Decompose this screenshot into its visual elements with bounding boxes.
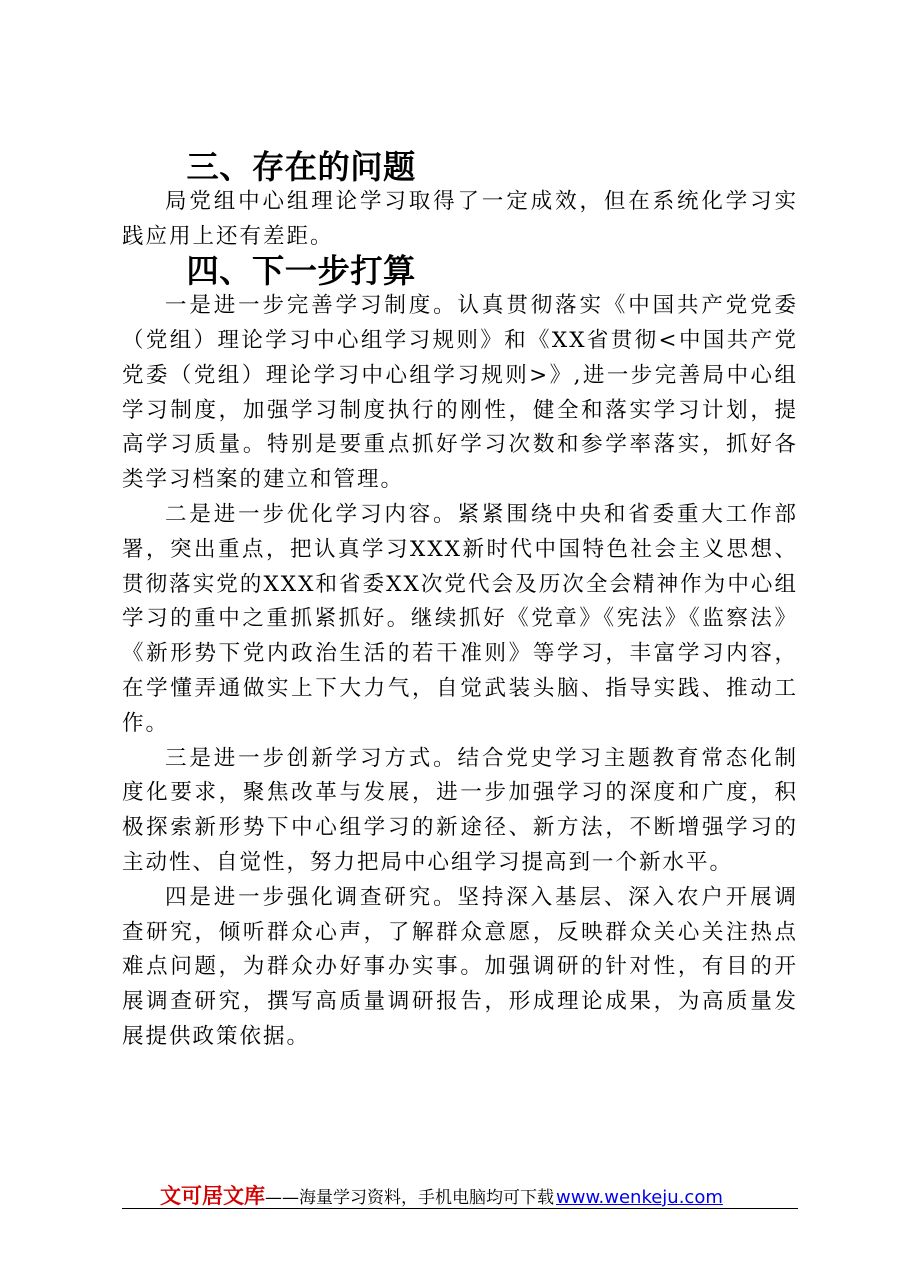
footer-banner	[160, 1180, 723, 1210]
next-step-paragraph-2: 二是进一步优化学习内容。紧紧围绕中央和省委重大工作部署，突出重点，把认真学习XXX新时代中国特色社会主义思想、贯彻落实党的XXX和省委XX次党代会及历次全会精神作为中心组学习的重中之重抓紧抓好。继续抓好《党章》《宪法》《监察法》《新形势下党内政治生活的若干准则》等学习，丰富学习内容，在学懂弄通做实上下大力气，自觉武装头脑、指导实践、推动工作。	[122, 501, 798, 736]
footer-link[interactable]: www.wenkeju.com	[556, 1187, 723, 1208]
next-step-paragraph-4: 四是进一步强化调查研究。坚持深入基层、深入农户开展调查研究，倾听群众心声，了解群众意愿，反映群众关心关注热点难点问题，为群众办好事办实事。加强调研的针对性，有目的开展调查研究，撰写高质量调研报告，形成理论成果，为高质量发展提供政策依据。	[122, 884, 798, 1049]
footer-brand: 文可居文库	[160, 1184, 265, 1208]
footer-divider	[122, 1208, 798, 1209]
document-body	[122, 150, 798, 1055]
next-step-paragraph-1: 一是进一步完善学习制度。认真贯彻落实《中国共产党党委（党组）理论学习中心组学习规则》和《XX省贯彻<中国共产党党委（党组）理论学习中心组学习规则>》,进一步完善局中心组学习制度，加强学习制度执行的刚性，健全和落实学习计划，提高学习质量。特别是要重点抓好学习次数和参学率落实，抓好各类学习档案的建立和管理。	[122, 293, 798, 493]
footer-tagline: ——海量学习资料，手机电脑均可下载	[265, 1188, 554, 1208]
next-step-paragraph-3: 三是进一步创新学习方式。结合党史学习主题教育常态化制度化要求，聚焦改革与发展，进一步加强学习的深度和广度，积极探索新形势下中心组学习的新途径、新方法，不断增强学习的主动性、自觉性，努力把局中心组学习提高到一个新水平。	[122, 745, 798, 875]
section-heading-problems: 三、存在的问题	[186, 148, 416, 186]
problems-paragraph: 局党组中心组理论学习取得了一定成效，但在系统化学习实践应用上还有差距。	[122, 188, 798, 249]
section-heading-next-steps: 四、下一步打算	[186, 252, 416, 291]
